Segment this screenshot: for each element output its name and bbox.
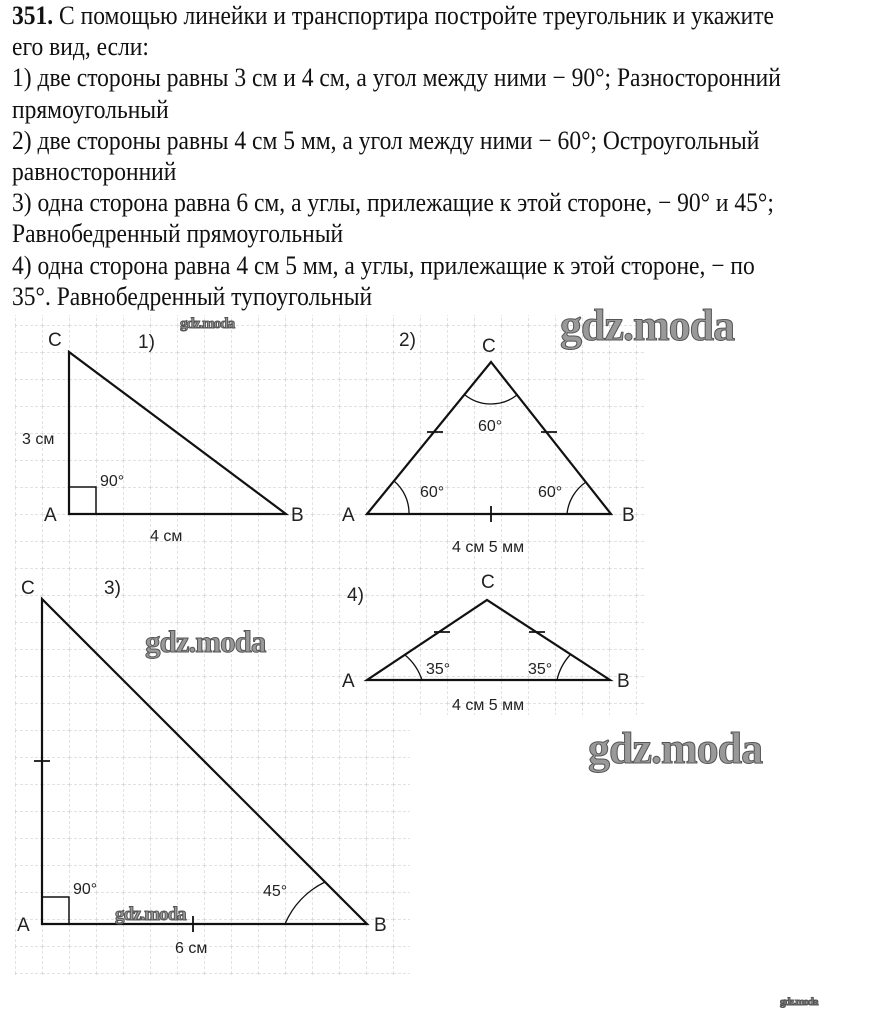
problem-line: 2) две стороны равны 4 см 5 мм, а угол между ними − 60°; Остроугольный bbox=[12, 125, 760, 155]
figure-number: 4) bbox=[347, 585, 364, 606]
angle-a-label: 90° bbox=[73, 881, 98, 898]
problem-line: Равнобедренный прямоугольный bbox=[12, 219, 344, 249]
figure-number: 2) bbox=[399, 330, 416, 351]
vertex-a-label: A bbox=[44, 505, 57, 526]
vertex-c-label: C bbox=[481, 572, 495, 593]
vertex-b-label: B bbox=[617, 671, 630, 692]
watermark: gdz.moda bbox=[588, 724, 763, 773]
side-ab-label: 4 см 5 мм bbox=[452, 539, 525, 556]
vertex-a-label: A bbox=[342, 505, 355, 526]
problem-line: равносторонний bbox=[12, 156, 177, 186]
figure-number: 3) bbox=[104, 578, 121, 599]
angle-b-label: 45° bbox=[263, 883, 288, 900]
problem-text-line: С помощью линейки и транспортира постройте треугольник и укажите bbox=[59, 1, 774, 30]
problem-line: 1) две стороны равны 3 см и 4 см, а угол между ними − 90°; Разносторонний bbox=[12, 63, 781, 93]
vertex-b-label: B bbox=[291, 505, 304, 526]
side-ac-label: 3 см bbox=[22, 431, 55, 448]
grid-paper bbox=[15, 315, 645, 975]
angle-a-label: 35° bbox=[426, 661, 451, 678]
watermark: gdz.moda bbox=[145, 624, 266, 659]
side-ab-label: 6 см bbox=[175, 940, 208, 957]
problem-line: 4) одна сторона равна 4 см 5 мм, а углы, прилежащие к этой стороне, − по bbox=[12, 250, 755, 280]
angle-b-label: 60° bbox=[538, 484, 563, 501]
problem-line: 3) одна сторона равна 6 см, а углы, прилежащие к этой стороне, − 90° и 45°; bbox=[12, 188, 774, 218]
vertex-b-label: B bbox=[374, 915, 387, 936]
angle-c-label: 60° bbox=[478, 418, 503, 435]
side-ab-label: 4 см 5 мм bbox=[452, 697, 525, 714]
angle-a-label: 90° bbox=[100, 473, 125, 490]
vertex-c-label: C bbox=[21, 578, 35, 599]
vertex-c-label: C bbox=[482, 336, 496, 357]
angle-a-label: 60° bbox=[420, 484, 445, 501]
vertex-a-label: A bbox=[17, 915, 30, 936]
side-ab-label: 4 см bbox=[150, 528, 183, 545]
watermark: gdz.moda bbox=[780, 996, 818, 1008]
figure-number: 1) bbox=[138, 332, 155, 353]
watermark: gdz.moda bbox=[115, 904, 186, 925]
problem-line: его вид, если: bbox=[12, 32, 149, 62]
vertex-c-label: C bbox=[48, 330, 62, 351]
watermark: gdz.moda bbox=[560, 301, 735, 350]
problem-line: 35°. Равнобедренный тупоугольный bbox=[12, 281, 373, 311]
problem-line: прямоугольный bbox=[12, 94, 169, 124]
problem-number: 351. bbox=[12, 1, 54, 30]
vertex-a-label: A bbox=[342, 671, 355, 692]
vertex-b-label: B bbox=[622, 505, 635, 526]
watermark: gdz.moda bbox=[180, 316, 235, 332]
angle-b-label: 35° bbox=[528, 661, 553, 678]
